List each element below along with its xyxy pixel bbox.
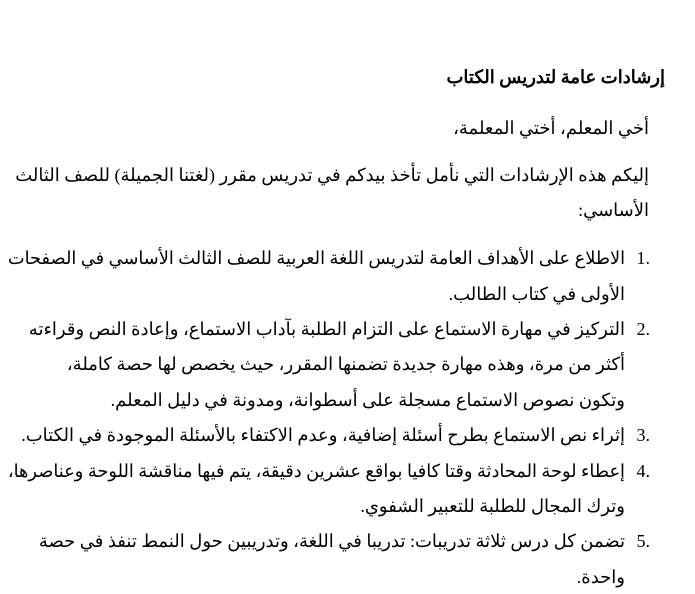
intro-line-2: الأساسي: [578, 200, 649, 220]
intro-line-1: إليكم هذه الإرشادات التي نأمل تأخذ بيدكم في تدريس مقرر (لغتنا الجميلة) للصف الثالث [15, 165, 649, 185]
list-item-text: التركيز في مهارة الاستماع على التزام الطلبة بآداب الاستماع، وإعادة النص وقراءته [28, 319, 625, 339]
list-item-text: واحدة. [576, 567, 625, 587]
greeting: أخي المعلم، أختي المعلمة، [453, 118, 649, 138]
list-item-number: 3. [636, 425, 650, 445]
list-item-number: 4. [636, 461, 650, 481]
list-item-text: الأولى في كتاب الطالب. [448, 284, 625, 304]
list-item-text: أكثر من مرة، وهذه مهارة جديدة تضمنها المقرر، حيث يخصص لها حصة كاملة، [66, 354, 625, 374]
list-item-text: إعطاء لوحة المحادثة وقتا كافيا بواقع عشرين دقيقة، يتم فيها مناقشة اللوحة وعناصرها، [7, 461, 625, 481]
list-item-text: الاطلاع على الأهداف العامة لتدريس اللغة العربية للصف الثالث الأساسي في الصفحات [7, 248, 625, 268]
list-item-text: وتكون نصوص الاستماع مسجلة على أسطوانة، ومدونة في دليل المعلم. [110, 390, 625, 410]
list-item-text: تضمن كل درس ثلاثة تدريبات: تدريبا في اللغة، وتدريبين حول النمط تنفذ في حصة [38, 531, 625, 551]
list-item-number: 5. [636, 531, 650, 551]
document-title: إرشادات عامة لتدريس الكتاب [446, 67, 665, 87]
list-item-text: وترك المجال للطلبة للتعبير الشفوي. [360, 496, 625, 516]
list-item-number: 2. [636, 319, 650, 339]
list-item-text: إثراء نص الاستماع بطرح أسئلة إضافية، وعدم الاكتفاء بالأسئلة الموجودة في الكتاب. [21, 425, 625, 445]
list-item-number: 1. [636, 248, 650, 268]
